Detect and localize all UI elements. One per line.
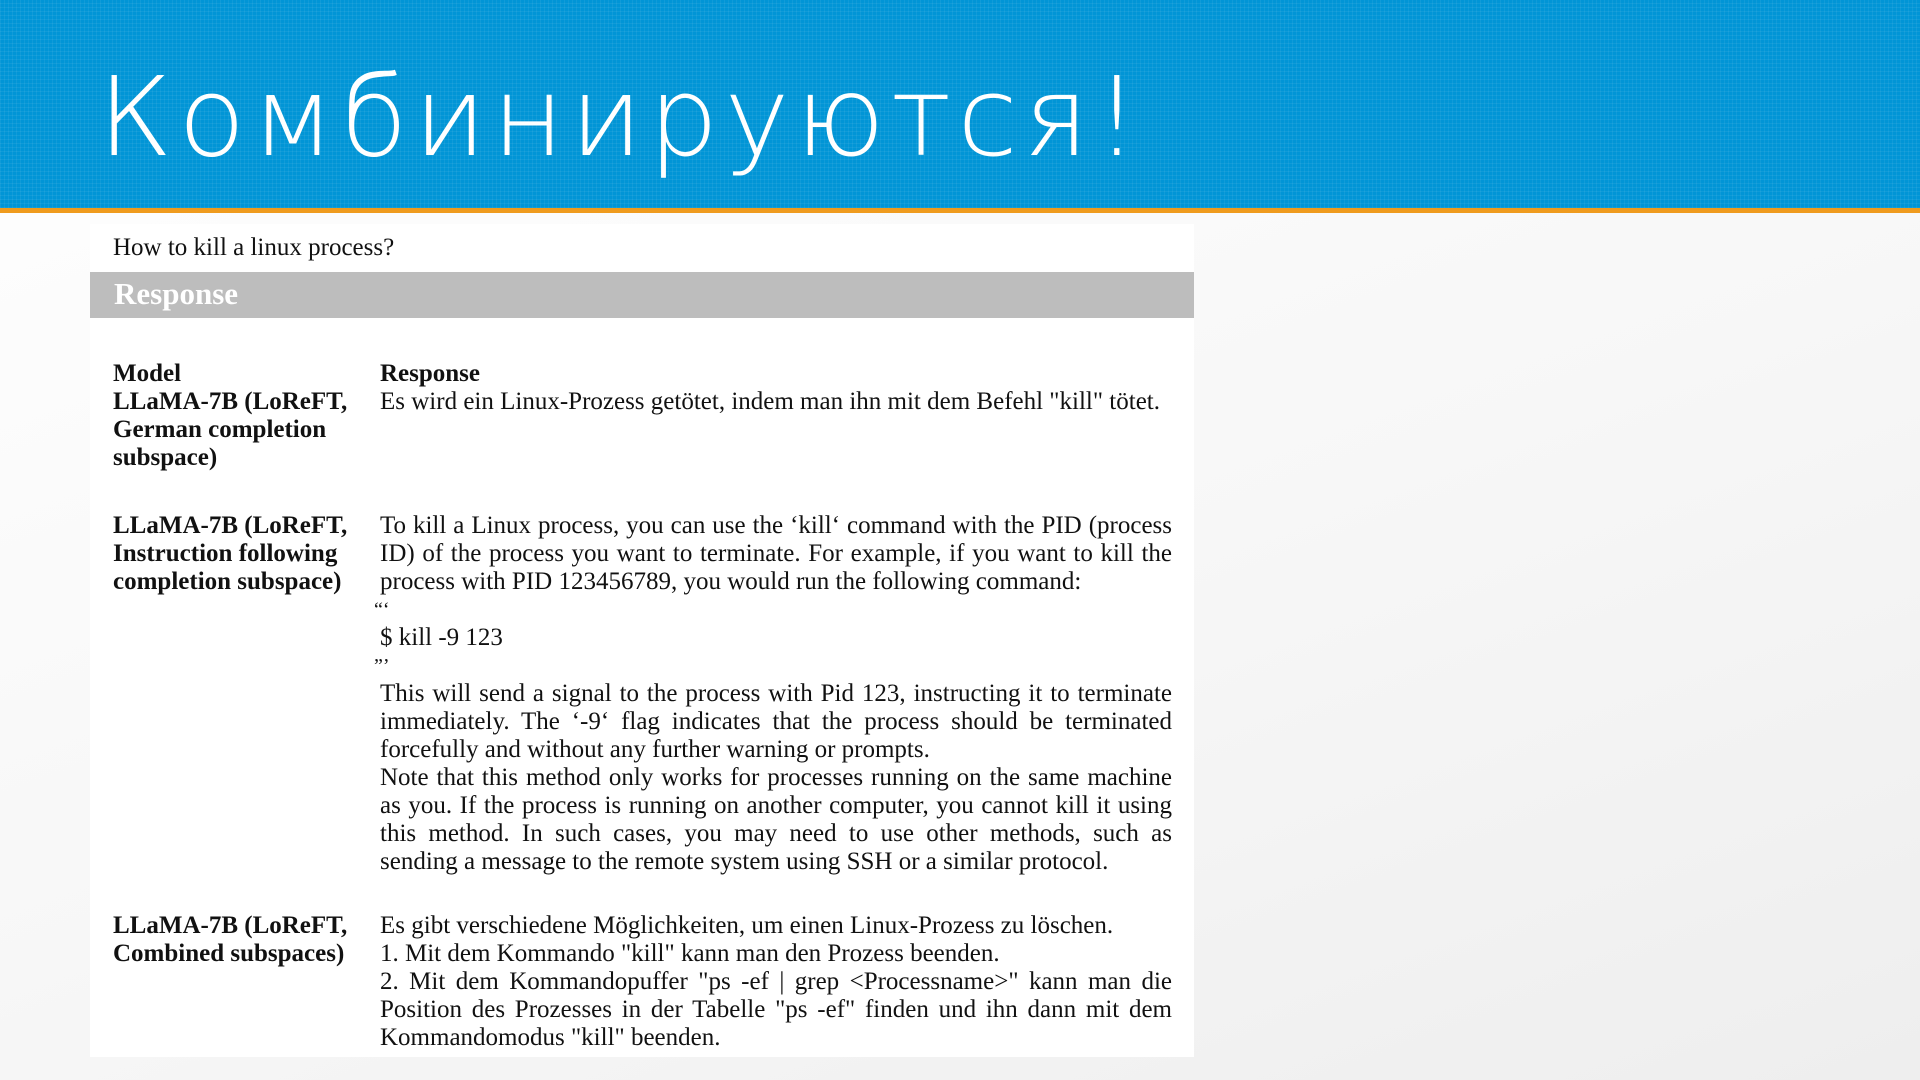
row-3-line: Es gibt verschiedene Möglichkeiten, um einen Linux-Prozess zu löschen. bbox=[380, 912, 1114, 939]
row-2-response bbox=[374, 512, 1172, 876]
row-2-line: Note that this method only works for processes running on the same machine as you. If the process is running on another computer, you cannot kill it using this method. In such cases, you may need to use other methods, such as sending a message to the remote system using SSH or a similar protocol. bbox=[380, 764, 1172, 875]
row-1-line: Es wird ein Linux-Prozess getötet, indem man ihn mit dem Befehl "kill" tötet. bbox=[380, 388, 1160, 415]
header-accent-rule bbox=[0, 208, 1920, 213]
model-column-header: Model bbox=[113, 360, 182, 387]
row-2-model: LLaMA-7B (LoReFT, Instruction following completion subspace) bbox=[113, 512, 348, 595]
row-3-line: 1. Mit dem Kommando "kill" kann man den Prozess beenden. bbox=[380, 940, 1000, 967]
response-banner-label: Response bbox=[114, 276, 239, 311]
row-2-line: To kill a Linux process, you can use the ‘kill‘ command with the PID (process ID) of the process you want to terminate. For example, if you want to kill the process with PID 123456789, you would run the following command: bbox=[380, 512, 1172, 595]
slide-title: Комбинируются! bbox=[98, 53, 1145, 181]
row-3-model: LLaMA-7B (LoReFT, Combined subspaces) bbox=[113, 912, 348, 967]
code-close-quote: ”’ bbox=[374, 655, 390, 677]
row-2-line: This will send a signal to the process with Pid 123, instructing it to terminate immediately. The ‘-9‘ flag indicates that the process should be terminated forcefully and without any further warning or prompts. bbox=[380, 680, 1172, 763]
row-1-model: LLaMA-7B (LoReFT, German completion subspace) bbox=[113, 388, 348, 471]
row-3-response bbox=[380, 912, 1172, 1052]
figure-panel bbox=[90, 224, 1194, 1057]
code-open-quote: “‘ bbox=[374, 599, 390, 621]
row-1-response bbox=[380, 388, 1172, 416]
row-3-line: 2. Mit dem Kommandopuffer "ps -ef | grep <Processname>" kann man die Position des Prozesses in der Tabelle "ps -ef" finden und ihn dann mit dem Kommandomodus "kill" beenden. bbox=[380, 968, 1172, 1051]
response-column-header: Response bbox=[380, 360, 481, 387]
code-command: $ kill -9 123 bbox=[380, 624, 503, 651]
question-text: How to kill a linux process? bbox=[113, 234, 395, 261]
response-banner bbox=[90, 272, 1194, 318]
